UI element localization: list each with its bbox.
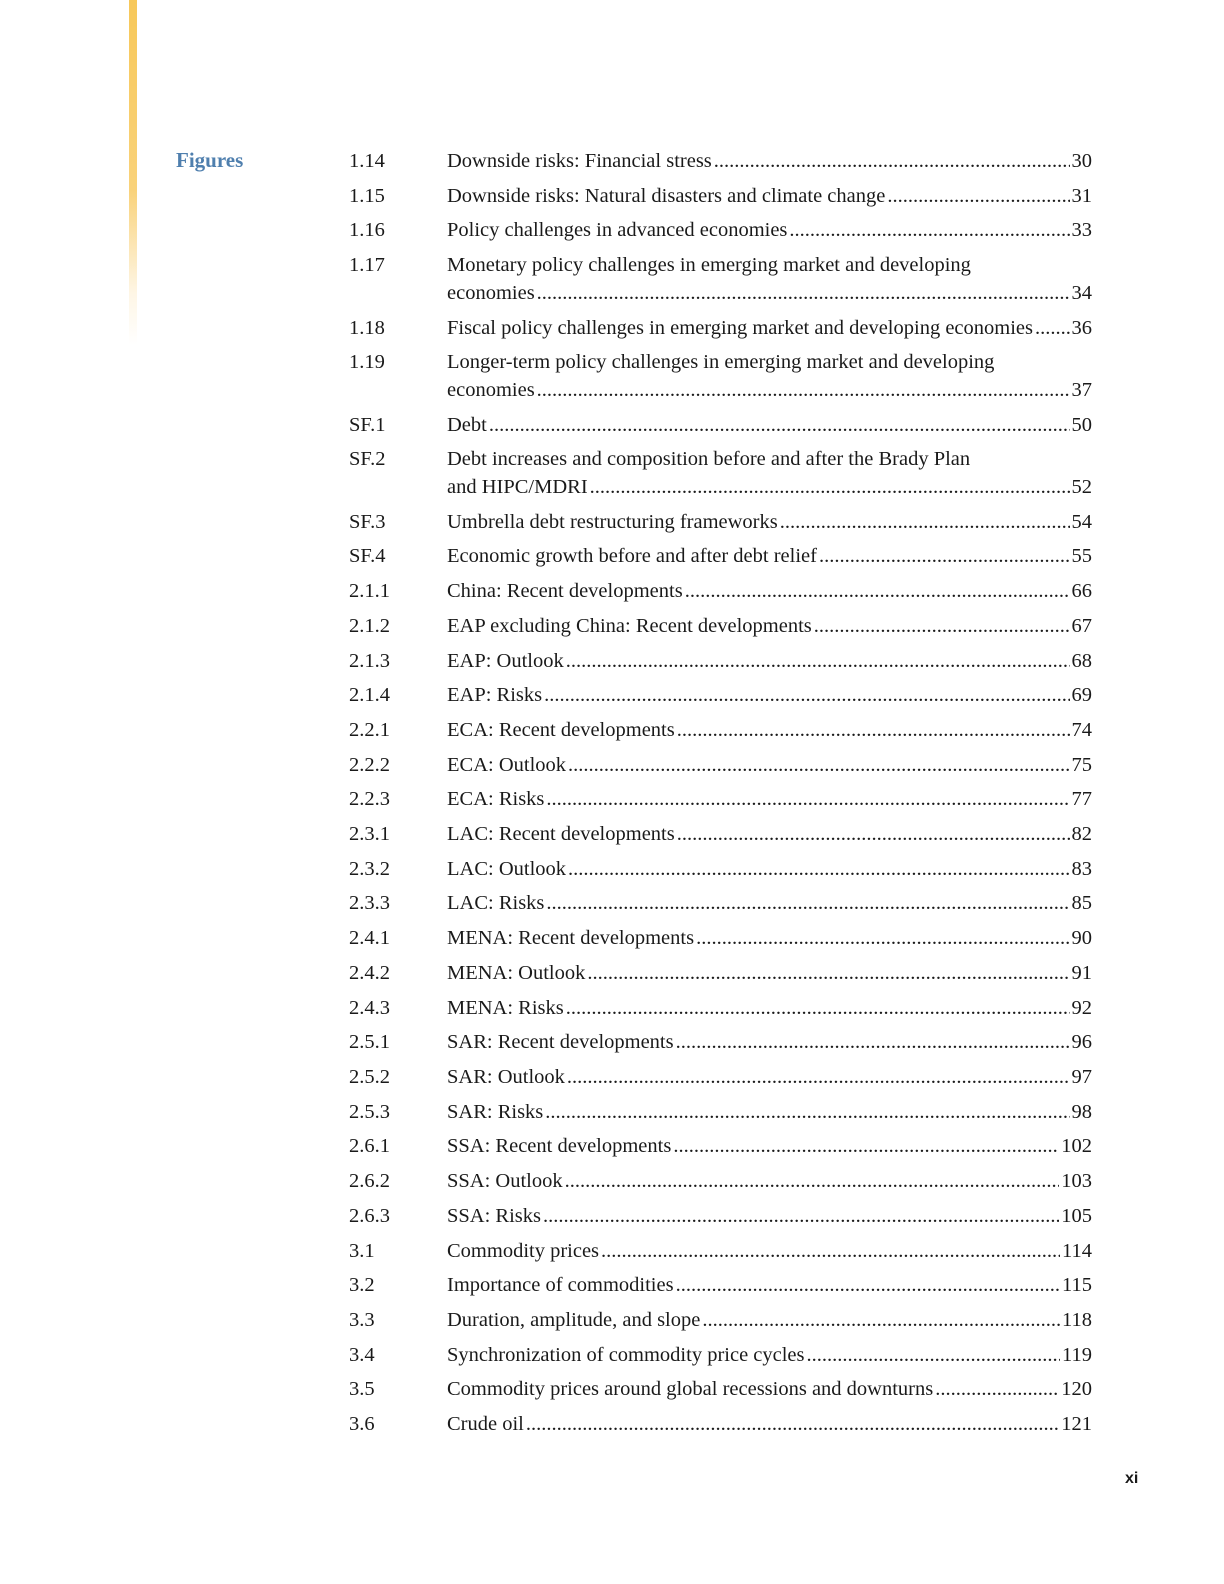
toc-entry[interactable] bbox=[349, 786, 1092, 814]
toc-entry[interactable] bbox=[349, 446, 1092, 501]
toc-entry[interactable] bbox=[349, 890, 1092, 918]
figure-number: 2.1.2 bbox=[349, 614, 390, 637]
dot-leader bbox=[590, 474, 1070, 502]
entry-text bbox=[447, 995, 1092, 1023]
page-ref: 118 bbox=[1062, 1308, 1092, 1331]
toc-entry[interactable] bbox=[349, 821, 1092, 849]
figure-title: SSA: Outlook bbox=[447, 1170, 563, 1193]
page-ref: 54 bbox=[1071, 510, 1092, 533]
page-ref: 114 bbox=[1062, 1239, 1092, 1262]
page-ref: 67 bbox=[1071, 614, 1092, 637]
entry-text bbox=[447, 1376, 1092, 1404]
figure-title: Umbrella debt restructuring frameworks bbox=[447, 510, 778, 533]
figure-title: MENA: Risks bbox=[447, 996, 564, 1019]
page-ref: 69 bbox=[1071, 684, 1092, 707]
figure-title: LAC: Outlook bbox=[447, 857, 567, 880]
figure-number: 1.14 bbox=[349, 150, 385, 172]
page-ref: 115 bbox=[1062, 1274, 1092, 1297]
toc-entry[interactable] bbox=[349, 1272, 1092, 1300]
entry-text bbox=[447, 1064, 1092, 1092]
entry-text bbox=[447, 1238, 1092, 1266]
figure-number: 2.6.3 bbox=[349, 1204, 390, 1227]
figure-title: economies bbox=[447, 378, 535, 401]
figure-title: ECA: Recent developments bbox=[447, 718, 675, 741]
leader-line bbox=[447, 995, 1092, 1023]
figure-number: 3.2 bbox=[349, 1274, 375, 1297]
figure-number: 2.3.2 bbox=[349, 857, 390, 880]
figure-number: 1.19 bbox=[349, 351, 385, 374]
dot-leader bbox=[545, 1099, 1069, 1127]
dot-leader bbox=[568, 752, 1069, 780]
figure-title: Commodity prices around global recessions and downturns bbox=[447, 1378, 934, 1401]
figure-number: 2.2.3 bbox=[349, 788, 390, 811]
leader-line bbox=[447, 509, 1092, 537]
toc-entry[interactable] bbox=[349, 1064, 1092, 1092]
toc-entry[interactable] bbox=[349, 183, 1092, 211]
figure-title: EAP excluding China: Recent developments bbox=[447, 614, 812, 637]
dot-leader bbox=[566, 648, 1070, 676]
leader-line bbox=[447, 1307, 1092, 1335]
toc-entry[interactable] bbox=[349, 648, 1092, 676]
leader-line bbox=[447, 1272, 1092, 1300]
leader-line bbox=[447, 412, 1092, 440]
leader-line bbox=[447, 1099, 1092, 1127]
entry-text bbox=[447, 252, 1092, 307]
page-ref: 97 bbox=[1071, 1065, 1092, 1088]
entry-text bbox=[447, 1342, 1092, 1370]
toc-entry[interactable] bbox=[349, 1029, 1092, 1057]
leader-line bbox=[447, 821, 1092, 849]
leader-line bbox=[447, 1342, 1092, 1370]
entry-text bbox=[447, 752, 1092, 780]
dot-leader bbox=[935, 1376, 1059, 1404]
page-ref: 68 bbox=[1071, 649, 1092, 672]
figure-number: 3.1 bbox=[349, 1239, 375, 1262]
page-ref: 52 bbox=[1071, 476, 1092, 499]
page-ref: 120 bbox=[1061, 1378, 1092, 1401]
toc-entry[interactable] bbox=[349, 543, 1092, 571]
entry-text bbox=[447, 821, 1092, 849]
entry-text bbox=[447, 648, 1092, 676]
page-ref: 119 bbox=[1062, 1343, 1092, 1366]
toc-entry[interactable] bbox=[349, 613, 1092, 641]
figure-title: ECA: Outlook bbox=[447, 753, 567, 776]
dot-leader bbox=[568, 856, 1069, 884]
page-ref: 55 bbox=[1071, 545, 1092, 568]
page-ref: 74 bbox=[1071, 718, 1092, 741]
toc-entry[interactable] bbox=[349, 1342, 1092, 1370]
leader-line bbox=[447, 280, 1092, 308]
leader-line bbox=[447, 1238, 1092, 1266]
page-ref: 66 bbox=[1071, 580, 1092, 603]
entry-text bbox=[447, 1411, 1092, 1439]
page-ref: 77 bbox=[1071, 788, 1092, 811]
dot-leader bbox=[567, 1064, 1070, 1092]
figure-title: SAR: Outlook bbox=[447, 1065, 565, 1088]
dot-leader bbox=[544, 682, 1069, 710]
entry-text bbox=[447, 412, 1092, 440]
toc-entry[interactable] bbox=[349, 925, 1092, 953]
page-ref: 98 bbox=[1071, 1100, 1092, 1123]
figure-number: 1.16 bbox=[349, 219, 385, 242]
figure-title: Debt bbox=[447, 413, 487, 436]
leader-line bbox=[447, 1064, 1092, 1092]
dot-leader bbox=[814, 613, 1070, 641]
page-ref: 33 bbox=[1071, 219, 1092, 242]
leader-line bbox=[447, 1168, 1092, 1196]
page-ref: 92 bbox=[1071, 996, 1092, 1019]
toc-entry[interactable] bbox=[349, 1238, 1092, 1266]
toc-entry[interactable] bbox=[349, 1133, 1092, 1161]
figure-number: 3.5 bbox=[349, 1378, 375, 1401]
figure-number: 1.15 bbox=[349, 184, 385, 207]
figure-title: LAC: Recent developments bbox=[447, 823, 675, 846]
dot-leader bbox=[714, 148, 1070, 176]
entry-text bbox=[447, 315, 1092, 343]
page-ref: 82 bbox=[1071, 823, 1092, 846]
toc-entry[interactable] bbox=[349, 682, 1092, 710]
toc-entry[interactable] bbox=[349, 349, 1092, 404]
leader-line bbox=[447, 925, 1092, 953]
dot-leader bbox=[546, 786, 1069, 814]
figure-number: 2.6.1 bbox=[349, 1135, 390, 1158]
figure-number: 2.5.1 bbox=[349, 1031, 390, 1054]
page-number: xi bbox=[1125, 1470, 1139, 1487]
figure-number: SF.3 bbox=[349, 510, 386, 533]
figure-number: 3.3 bbox=[349, 1308, 375, 1331]
entry-text bbox=[447, 1168, 1092, 1196]
entry-text bbox=[447, 890, 1092, 918]
page-ref: 30 bbox=[1071, 150, 1092, 172]
entry-text bbox=[447, 717, 1092, 745]
toc-entry[interactable] bbox=[349, 717, 1092, 745]
leader-line bbox=[447, 1203, 1092, 1231]
entry-text bbox=[447, 349, 1092, 404]
entry-text bbox=[447, 543, 1092, 571]
figure-title: MENA: Recent developments bbox=[447, 927, 695, 950]
toc-entry[interactable] bbox=[349, 1203, 1092, 1231]
page-ref: 96 bbox=[1071, 1031, 1092, 1054]
page-ref: 75 bbox=[1071, 753, 1092, 776]
figure-number: 3.6 bbox=[349, 1413, 375, 1436]
entry-text bbox=[447, 613, 1092, 641]
toc-entry[interactable] bbox=[349, 1099, 1092, 1127]
dot-leader bbox=[887, 183, 1069, 211]
entry-text bbox=[447, 1133, 1092, 1161]
dot-leader bbox=[676, 1272, 1060, 1300]
dot-leader bbox=[702, 1307, 1060, 1335]
leader-line bbox=[447, 717, 1092, 745]
page-ref: 31 bbox=[1071, 184, 1092, 207]
leader-line bbox=[447, 613, 1092, 641]
figure-number: 2.1.3 bbox=[349, 649, 390, 672]
entry-text bbox=[447, 1203, 1092, 1231]
dot-leader bbox=[546, 890, 1069, 918]
figure-title: Commodity prices bbox=[447, 1239, 600, 1262]
figure-title: Duration, amplitude, and slope bbox=[447, 1308, 701, 1331]
dot-leader bbox=[780, 509, 1070, 537]
figure-title: EAP: Risks bbox=[447, 684, 543, 707]
figure-number: 2.2.2 bbox=[349, 753, 390, 776]
leader-line bbox=[447, 217, 1092, 245]
toc-entry[interactable] bbox=[349, 509, 1092, 537]
figure-number: SF.1 bbox=[349, 413, 386, 436]
figure-number: SF.4 bbox=[349, 545, 386, 568]
figure-number: 1.17 bbox=[349, 254, 385, 277]
page-ref: 121 bbox=[1061, 1413, 1092, 1436]
toc-entry[interactable] bbox=[349, 315, 1092, 343]
figure-title: SAR: Recent developments bbox=[447, 1031, 674, 1054]
dot-leader bbox=[673, 1133, 1059, 1161]
leader-line bbox=[447, 890, 1092, 918]
leader-line bbox=[447, 752, 1092, 780]
figure-title: Downside risks: Financial stress bbox=[447, 150, 712, 172]
toc-entry[interactable] bbox=[349, 1376, 1092, 1404]
dot-leader bbox=[489, 412, 1070, 440]
leader-line bbox=[447, 960, 1092, 988]
figure-number: 2.4.3 bbox=[349, 996, 390, 1019]
leader-line bbox=[447, 1029, 1092, 1057]
toc-entry[interactable] bbox=[349, 578, 1092, 606]
figure-title: Crude oil bbox=[447, 1413, 524, 1436]
figure-title: Downside risks: Natural disasters and climate change bbox=[447, 184, 886, 207]
entry-text bbox=[447, 578, 1092, 606]
leader-line bbox=[447, 1133, 1092, 1161]
figure-title: and HIPC/MDRI bbox=[447, 476, 588, 499]
entry-text bbox=[447, 509, 1092, 537]
leader-line bbox=[447, 315, 1092, 343]
figure-title: MENA: Outlook bbox=[447, 961, 586, 984]
toc-entry[interactable] bbox=[349, 148, 1092, 176]
dot-leader bbox=[587, 960, 1069, 988]
page-ref: 91 bbox=[1071, 961, 1092, 984]
figure-title: EAP: Outlook bbox=[447, 649, 564, 672]
toc-entry[interactable] bbox=[349, 1411, 1092, 1439]
dot-leader bbox=[819, 543, 1070, 571]
dot-leader bbox=[526, 1411, 1059, 1439]
entry-text bbox=[447, 925, 1092, 953]
figure-title: Economic growth before and after debt relief bbox=[447, 545, 817, 568]
dot-leader bbox=[537, 280, 1070, 308]
dot-leader bbox=[807, 1342, 1060, 1370]
figure-title: economies bbox=[447, 281, 535, 304]
dot-leader bbox=[601, 1238, 1060, 1266]
figure-number: 1.18 bbox=[349, 316, 385, 339]
dot-leader bbox=[676, 1029, 1070, 1057]
figure-number: 2.2.1 bbox=[349, 718, 390, 741]
page-ref: 105 bbox=[1061, 1204, 1092, 1227]
figure-title: Synchronization of commodity price cycles bbox=[447, 1343, 805, 1366]
figures-list bbox=[349, 148, 1092, 1446]
page-ref: 37 bbox=[1071, 378, 1092, 401]
entry-text bbox=[447, 1029, 1092, 1057]
figure-number: 3.4 bbox=[349, 1343, 375, 1366]
figure-number: 2.6.2 bbox=[349, 1170, 390, 1193]
figure-title: SSA: Recent developments bbox=[447, 1135, 672, 1158]
entry-text bbox=[447, 960, 1092, 988]
toc-entry[interactable] bbox=[349, 252, 1092, 307]
dot-leader bbox=[537, 377, 1070, 405]
figure-title: SSA: Risks bbox=[447, 1204, 542, 1227]
figure-number: 2.3.1 bbox=[349, 823, 390, 846]
page-ref: 83 bbox=[1071, 857, 1092, 880]
figure-title: Policy challenges in advanced economies bbox=[447, 219, 788, 242]
entry-text bbox=[447, 856, 1092, 884]
leader-line bbox=[447, 648, 1092, 676]
figure-number: 2.1.1 bbox=[349, 580, 390, 603]
entry-text bbox=[447, 1307, 1092, 1335]
toc-entry[interactable] bbox=[349, 1168, 1092, 1196]
dot-leader bbox=[1035, 315, 1070, 343]
dot-leader bbox=[685, 578, 1070, 606]
figure-number: 2.3.3 bbox=[349, 892, 390, 915]
figure-number: 2.5.2 bbox=[349, 1065, 390, 1088]
page-ref: 102 bbox=[1061, 1135, 1092, 1158]
toc-entry[interactable] bbox=[349, 752, 1092, 780]
entry-text bbox=[447, 217, 1092, 245]
leader-line bbox=[447, 578, 1092, 606]
figure-title: SAR: Risks bbox=[447, 1100, 544, 1123]
toc-entry[interactable] bbox=[349, 217, 1092, 245]
entry-text bbox=[447, 1272, 1092, 1300]
figure-title: China: Recent developments bbox=[447, 580, 683, 603]
figure-title: ECA: Risks bbox=[447, 788, 545, 811]
dot-leader bbox=[696, 925, 1069, 953]
leader-line bbox=[447, 474, 1092, 502]
leader-line bbox=[447, 1411, 1092, 1439]
dot-leader bbox=[789, 217, 1069, 245]
figure-title: Fiscal policy challenges in emerging market and developing economies bbox=[447, 316, 1033, 339]
leader-line bbox=[447, 786, 1092, 814]
toc-entry[interactable] bbox=[349, 1307, 1092, 1335]
dot-leader bbox=[677, 717, 1070, 745]
leader-line bbox=[447, 682, 1092, 710]
dot-leader bbox=[565, 1168, 1060, 1196]
leader-line bbox=[447, 543, 1092, 571]
leader-line bbox=[447, 1376, 1092, 1404]
section-heading: Figures bbox=[176, 148, 244, 172]
figure-title-line: Longer-term policy challenges in emerging market and developing bbox=[447, 351, 995, 374]
figure-title-line: Debt increases and composition before and after the Brady Plan bbox=[447, 448, 971, 471]
page-ref: 85 bbox=[1071, 892, 1092, 915]
accent-bar bbox=[129, 0, 137, 345]
dot-leader bbox=[677, 821, 1070, 849]
figure-number: 2.4.2 bbox=[349, 961, 390, 984]
page-ref: 90 bbox=[1071, 927, 1092, 950]
figure-title: Importance of commodities bbox=[447, 1274, 674, 1297]
page-ref: 34 bbox=[1071, 281, 1092, 304]
figure-title: LAC: Risks bbox=[447, 892, 545, 915]
leader-line bbox=[447, 856, 1092, 884]
entry-text bbox=[447, 148, 1092, 176]
leader-line bbox=[447, 183, 1092, 211]
toc-entry[interactable] bbox=[349, 856, 1092, 884]
figure-number: 2.5.3 bbox=[349, 1100, 390, 1123]
figure-number: 2.1.4 bbox=[349, 684, 390, 707]
entry-text bbox=[447, 446, 1092, 501]
entry-text bbox=[447, 682, 1092, 710]
leader-line bbox=[447, 148, 1092, 176]
page-ref: 103 bbox=[1061, 1170, 1092, 1193]
toc-entry[interactable] bbox=[349, 412, 1092, 440]
page-ref: 50 bbox=[1071, 413, 1092, 436]
entry-text bbox=[447, 786, 1092, 814]
figure-number: SF.2 bbox=[349, 448, 386, 471]
page-ref: 36 bbox=[1071, 316, 1092, 339]
leader-line bbox=[447, 377, 1092, 405]
toc-entry[interactable] bbox=[349, 960, 1092, 988]
dot-leader bbox=[543, 1203, 1059, 1231]
figure-number: 2.4.1 bbox=[349, 927, 390, 950]
figure-title-line: Monetary policy challenges in emerging market and developing bbox=[447, 254, 971, 277]
entry-text bbox=[447, 183, 1092, 211]
dot-leader bbox=[566, 995, 1070, 1023]
toc-entry[interactable] bbox=[349, 995, 1092, 1023]
entry-text bbox=[447, 1099, 1092, 1127]
